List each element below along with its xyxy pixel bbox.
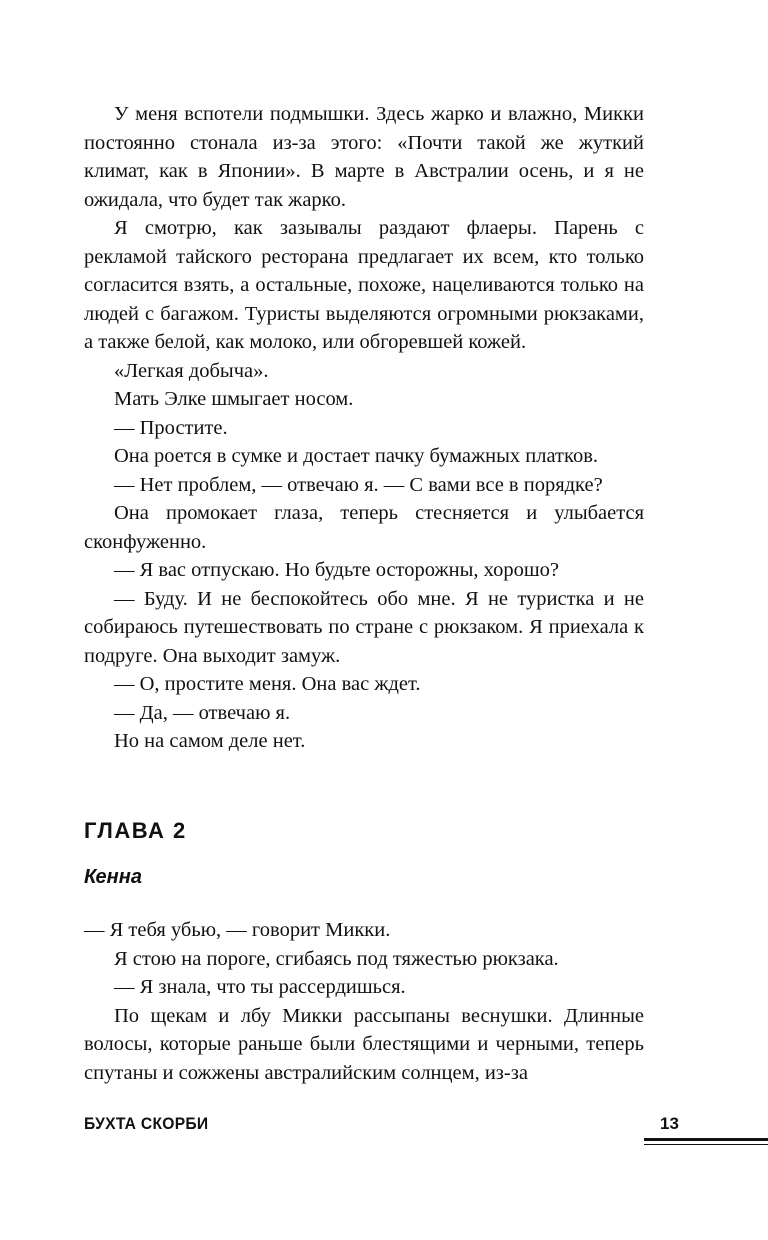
paragraph: Я стою на пороге, сгибаясь под тяжестью рюкзака. xyxy=(114,947,559,970)
paragraph: Я смотрю, как зазывалы раздают флаеры. Парень с рекламой тайского ресторана предлагает их всем, кто только согласится взять, а остальные, похоже, нацеливаются только на людей с багажом. Туристы выделяются огромными рюкзаками, а также белой, как молоко, или обгоревшей кожей. xyxy=(84,217,644,353)
paragraph: — Простите. xyxy=(114,416,228,439)
paragraph: — О, простите меня. Она вас ждет. xyxy=(114,673,421,695)
paragraph: — Да, — отвечаю я. xyxy=(114,701,291,724)
footer-rule-thin xyxy=(644,1144,768,1145)
paragraph: У меня вспотели подмышки. Здесь жарко и влажно, Микки постоянно стонала из-за этого: «Почти такой же жуткий климат, как в Японии». В марте в Австралии осень, и я не ожидала, что будет так жарко. xyxy=(84,103,644,211)
paragraph: «Легкая добыча». xyxy=(114,359,269,382)
footer-rule-thick xyxy=(644,1138,768,1141)
paragraph: — Буду. И не беспокойтесь обо мне. Я не туристка и не собираюсь путешествовать по стране с рюкзаком. Я приехала к подруге. Она выходит замуж. xyxy=(84,587,644,667)
paragraph: — Я знала, что ты рассердишься. xyxy=(114,976,406,998)
body-text-bottom xyxy=(84,916,644,1087)
paragraph: Но на самом деле нет. xyxy=(114,730,306,752)
chapter-pov-name: Кенна xyxy=(84,866,142,888)
page-number: 13 xyxy=(660,1114,679,1133)
body-text-top xyxy=(84,100,644,756)
paragraph: — Нет проблем, — отвечаю я. — С вами все в порядке? xyxy=(114,473,603,496)
paragraph: Она промокает глаза, теперь стесняется и улыбается сконфуженно. xyxy=(84,502,644,553)
paragraph: Мать Элке шмыгает носом. xyxy=(114,388,354,410)
chapter-heading: ГЛАВА 2 xyxy=(84,818,187,843)
running-footer-title: БУХТА СКОРБИ xyxy=(84,1114,209,1133)
paragraph: Она роется в сумке и достает пачку бумажных платков. xyxy=(114,445,598,467)
paragraph: По щекам и лбу Микки рассыпаны веснушки. Длинные волосы, которые раньше были блестящими и черными, теперь спутаны и сожжены австралийским солнцем, из-за xyxy=(84,1004,644,1084)
paragraph: — Я вас отпускаю. Но будьте осторожны, хорошо? xyxy=(114,559,559,581)
paragraph: — Я тебя убью, — говорит Микки. xyxy=(84,919,391,941)
